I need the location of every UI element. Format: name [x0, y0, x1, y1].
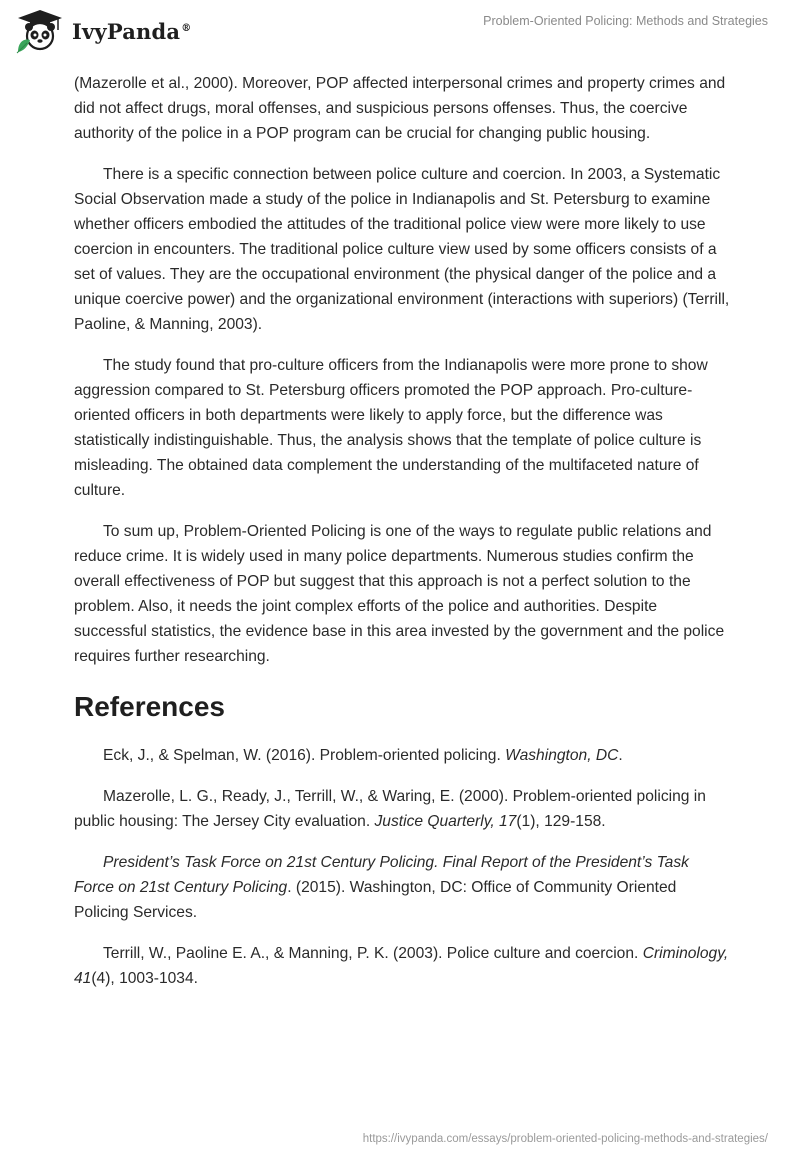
document-title: Problem-Oriented Policing: Methods and Strategies [483, 14, 768, 28]
paragraph: (Mazerolle et al., 2000). Moreover, POP affected interpersonal crimes and property crimes and did not affect drugs, moral offenses, and suspicious persons offenses. Thus, the coercive authority of the police in a POP program can be crucial for changing public housing. [74, 75, 726, 142]
ivypanda-logo[interactable] [14, 8, 191, 54]
paragraph: The study found that pro-culture officers from the Indianapolis were more prone to show aggression compared to St. Petersburg officers promoted the POP approach. Pro-culture-oriented officers in both departments were likely to apply force, but the difference was statistically indistinguishable. Thus, the analysis shows that the template of police culture is misleading. The obtained data complement the understanding of the multifaceted nature of culture. [74, 357, 708, 499]
reference-item: Eck, J., & Spelman, W. (2016). Problem-oriented policing. Washington, DC. [103, 747, 623, 764]
reference-item: President’s Task Force on 21st Century Policing. Final Report of the President’s Task Force on 21st Century Policing. (2015). Washington, DC: Office of Community Oriented Policing Services. [74, 854, 689, 921]
page-header [0, 0, 800, 62]
paragraph: There is a specific connection between police culture and coercion. In 2003, a Systematic Social Observation made a study of the police in Indianapolis and St. Petersburg to examine whether officers embodied the attitudes of the traditional police view were more likely to use coercion in encounters. The traditional police culture view used by some officers consists of a set of values. They are the occupational environment (the physical danger of the police and a unique coercive power) and the organizational environment (interactions with superiors) (Terrill, Paoline, & Manning, 2003). [74, 166, 730, 333]
reference-item: Mazerolle, L. G., Ready, J., Terrill, W., & Waring, E. (2000). Problem-oriented policing in public housing: The Jersey City evaluation. Justice Quarterly, 17(1), 129-158. [74, 788, 706, 830]
paragraph: To sum up, Problem-Oriented Policing is one of the ways to regulate public relations and reduce crime. It is widely used in many police departments. Numerous studies confirm the overall effectiveness of POP but suggest that this approach is not a perfect solution to the problem. Also, it needs the joint complex efforts of the police and authorities. Despite successful statistics, the evidence base in this area invested by the government and the police requires further researching. [74, 523, 725, 665]
brand-name: IvyPanda® [72, 18, 192, 44]
source-url-link[interactable]: https://ivypanda.com/essays/problem-oriented-policing-methods-and-strategies/ [362, 1133, 768, 1145]
essay-content [74, 71, 730, 1007]
reference-item: Terrill, W., Paoline E. A., & Manning, P. K. (2003). Police culture and coercion. Criminology, 41(4), 1003-1034. [74, 945, 729, 987]
references-heading: References [74, 691, 225, 722]
panda-graduate-icon [14, 8, 66, 54]
